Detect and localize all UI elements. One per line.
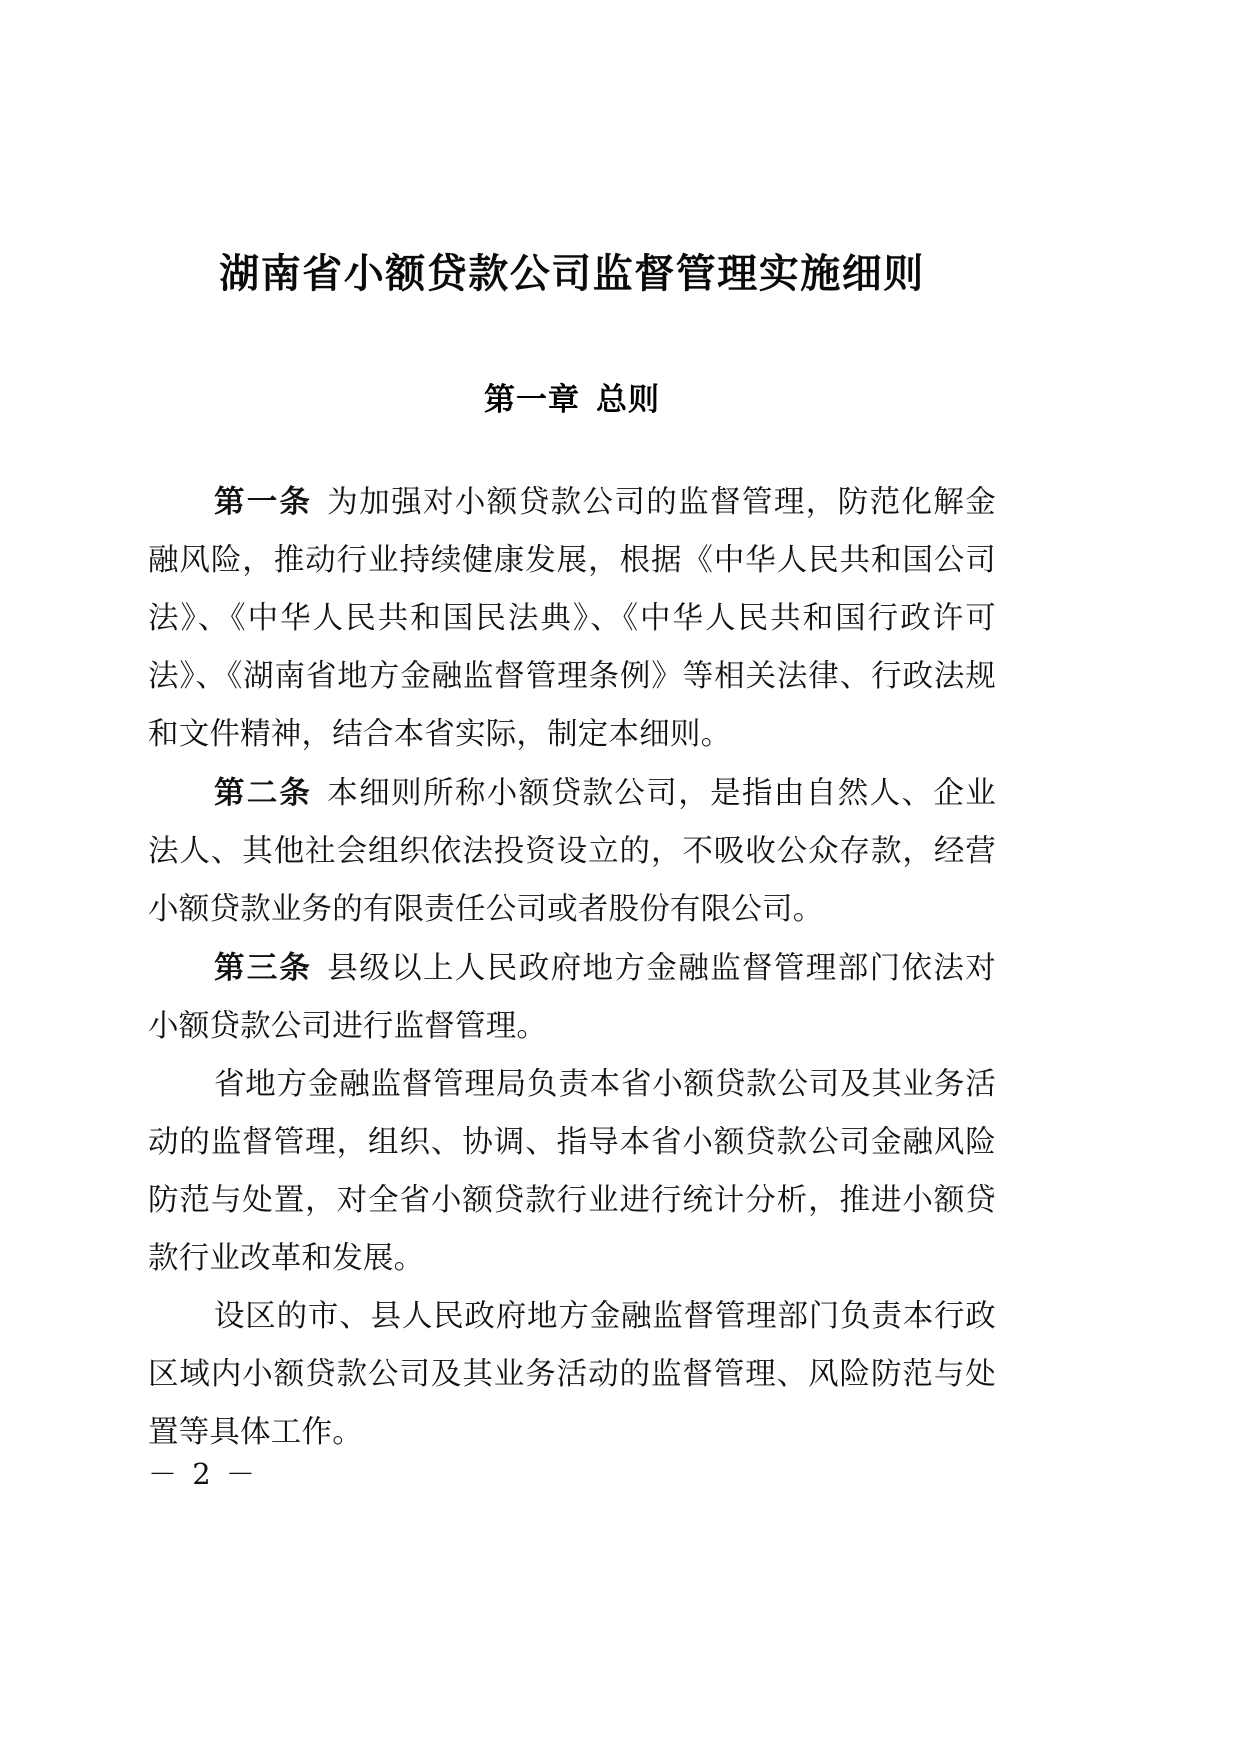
page-number: － 2 － xyxy=(148,1457,258,1491)
article-paragraph-3 xyxy=(148,939,996,1056)
article-text-2: 本细则所称小额贷款公司，是指由自然人、企业法人、其他社会组织依法投资设立的，不吸收公众存款，经营小额贷款业务的有限责任公司或者股份有限公司。 xyxy=(148,776,997,927)
page-title: 湖南省小额贷款公司监督管理实施细则 xyxy=(219,250,925,297)
article-text-1: 为加强对小额贷款公司的监督管理，防范化解金融风险，推动行业持续健康发展，根据《中华人民共和国公司法》、《中华人民共和国民法典》、《中华人民共和国行政许可法》、《湖南省地方金融监督管理条例》等相关法律、行政法规和文件精神，结合本省实际，制定本细则。 xyxy=(148,485,997,752)
body-text xyxy=(148,473,996,1462)
article-text-3: 县级以上人民政府地方金融监督管理部门依法对小额贷款公司进行监督管理。 xyxy=(148,951,997,1044)
chapter-name: 总则 xyxy=(596,382,660,417)
body-paragraph-5: 设区的市、县人民政府地方金融监督管理部门负责本行政区域内小额贷款公司及其业务活动的监督管理、风险防范与处置等具体工作。 xyxy=(148,1299,996,1450)
body-paragraph-4: 省地方金融监督管理局负责本省小额贷款公司及其业务活动的监督管理，组织、协调、指导本省小额贷款公司金融风险防范与处置，对全省小额贷款行业进行统计分析，推进小额贷款行业改革和发展。 xyxy=(148,1067,996,1276)
article-label-2: 第二条 xyxy=(214,775,313,811)
article-label-3: 第三条 xyxy=(214,950,313,986)
chapter-number: 第一章 xyxy=(484,382,580,417)
page-content xyxy=(148,0,996,1462)
article-paragraph-1 xyxy=(148,473,996,764)
article-paragraph-2 xyxy=(148,764,996,939)
chapter-heading xyxy=(148,374,996,419)
article-label-1: 第一条 xyxy=(214,484,313,520)
